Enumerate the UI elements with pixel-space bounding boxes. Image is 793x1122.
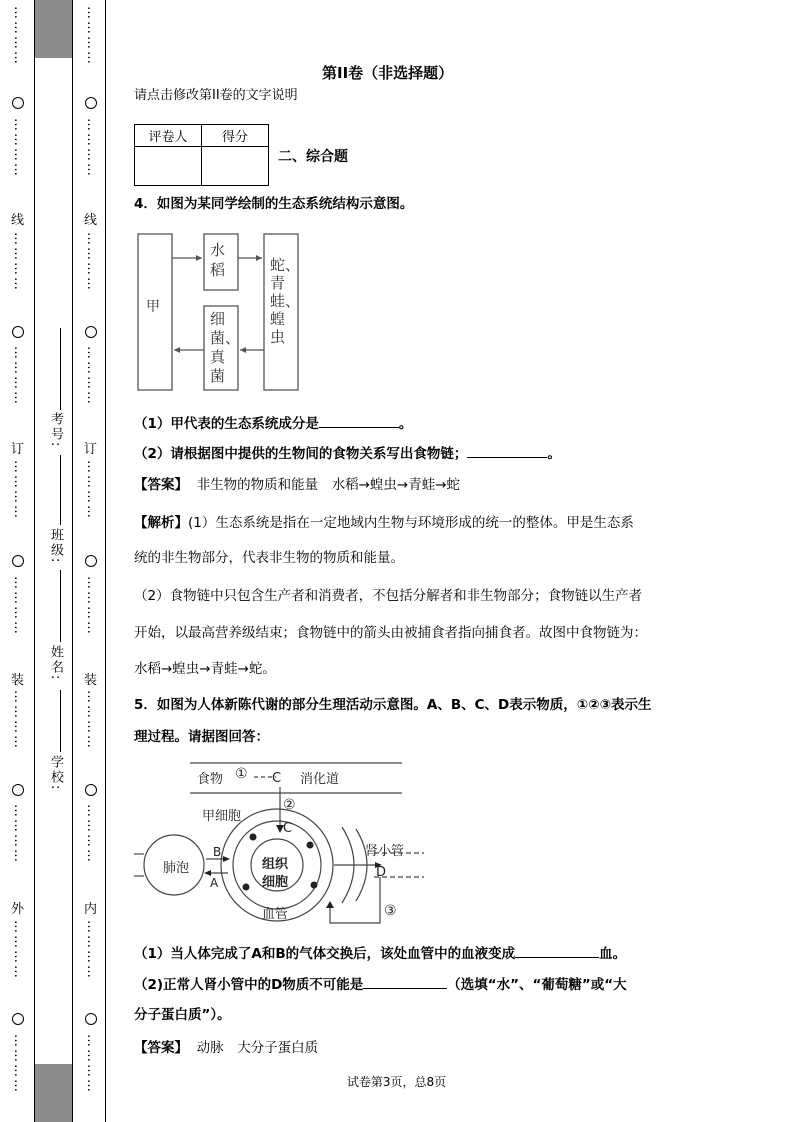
- q5-label-alveolus: 肺泡: [163, 861, 190, 876]
- q5-sub2-blank[interactable]: [363, 974, 447, 989]
- q5-cell-dot-2: [307, 842, 314, 849]
- outer-dots-1: …………: [11, 6, 26, 66]
- inner-circle-3: [85, 555, 97, 567]
- inner-circle-1: [85, 97, 97, 109]
- inner-dots-1: …………: [84, 6, 99, 66]
- binding-gray-top: [34, 0, 72, 58]
- q5-label-b: B: [213, 845, 222, 859]
- q5-label-kidney: 肾小管: [365, 844, 405, 859]
- q5-answer-tag: 【答案】: [134, 1040, 188, 1056]
- q5-sub2-text: （2)正常人肾小管中的D物质不可能是: [134, 977, 364, 993]
- section-heading: 二、综合题: [278, 149, 348, 165]
- q4-label-rice: 水稻: [210, 241, 226, 279]
- q5-sub1-text: （1）当人体完成了A和B的气体交换后，该处血管中的血液变成: [134, 946, 516, 962]
- outer-dots-5: …………: [11, 460, 26, 520]
- q4-arrowhead-3: [240, 347, 246, 353]
- inner-dots-3: …………: [84, 232, 99, 292]
- q5-stem-l1: 5．如图为人体新陈代谢的部分生理活动示意图。A、B、C、D表示物质，①②③表示生: [134, 697, 652, 713]
- outer-dots-2: …………: [11, 118, 26, 178]
- score-table-header-score: 得分: [202, 125, 269, 147]
- outer-dots-4: …………: [11, 346, 26, 406]
- q5-label-tissue-1: 组织: [262, 857, 289, 872]
- inner-label-xian: 线: [84, 213, 98, 228]
- outer-label-xian: 线: [11, 213, 25, 228]
- outer-label-zhuang: 装: [11, 673, 25, 688]
- q4-answer: [134, 473, 460, 493]
- inner-dots-4: …………: [84, 346, 99, 406]
- inner-dots-5: …………: [84, 460, 99, 520]
- inner-dots-9: …………: [84, 920, 99, 980]
- q5-label-vessel: 血管: [262, 907, 289, 922]
- q5-answer: [134, 1036, 318, 1056]
- inner-circle-4: [85, 784, 97, 796]
- binding-border-right: [105, 0, 106, 1122]
- q5-label-jia-cell: 甲细胞: [202, 809, 242, 824]
- q4-arrowhead-2: [256, 255, 262, 261]
- q5-arrow-3-path: [330, 877, 380, 923]
- inner-circle-5: [85, 1013, 97, 1025]
- outer-circle-4: [12, 784, 24, 796]
- q5-sub2: [134, 973, 627, 993]
- q5-label-n3: ③: [384, 903, 397, 919]
- q5-stem-l2: 理过程。请据图回答：: [134, 729, 269, 745]
- outer-dots-7: …………: [11, 690, 26, 750]
- inner-dots-8: …………: [84, 804, 99, 864]
- score-table-score-cell[interactable]: [202, 147, 269, 186]
- q4-answer-tag: 【答案】: [134, 477, 188, 493]
- field-school-label: 学校:: [48, 755, 63, 792]
- field-exam-no-label: 考号:: [48, 412, 63, 449]
- q5-label-a: A: [210, 876, 219, 890]
- q4-analysis-l1: [134, 511, 634, 531]
- outer-label-wai: 外: [11, 902, 25, 917]
- q5-cell-dot-1: [250, 834, 257, 841]
- q4-sub2-end: 。: [547, 446, 561, 462]
- outer-circle-5: [12, 1013, 24, 1025]
- q4-label-decomposers: 细菌、真菌: [210, 310, 241, 385]
- score-table: [134, 124, 269, 186]
- q5-arrowhead-3: [326, 901, 334, 908]
- field-class-line[interactable]: [60, 455, 61, 525]
- q4-analysis-l1-text: (1）生态系统是指在一定地域内生物与环境形成的统一的整体。甲是生态系: [188, 515, 634, 531]
- q4-analysis-l2: 统的非生物部分，代表非生物的物质和能量。: [134, 550, 404, 566]
- q5-sub1: [134, 942, 626, 962]
- q4-sub1-text: （1）甲代表的生态系统成分是: [134, 416, 319, 432]
- field-name-line[interactable]: [60, 570, 61, 642]
- q4-arrowhead-4: [174, 347, 180, 353]
- q5-label-c2: C: [283, 821, 293, 836]
- q5-sub1-end: 血。: [599, 946, 627, 962]
- outer-label-ding: 订: [11, 442, 25, 457]
- q4-stem: 4．如图为某同学绘制的生态系统结构示意图。: [134, 196, 414, 212]
- section-note[interactable]: 请点击修改第II卷的文字说明: [134, 88, 298, 103]
- q5-label-tissue-2: 细胞: [262, 875, 289, 890]
- binding-border-left: [34, 0, 35, 1122]
- inner-label-nei: 内: [84, 902, 98, 917]
- outer-dots-9: …………: [11, 920, 26, 980]
- q5-label-d: D: [376, 865, 387, 880]
- outer-dots-6: …………: [11, 576, 26, 636]
- q4-sub2-blank[interactable]: [467, 443, 547, 458]
- q4-analysis-l4: 开始，以最高营养级结束；食物链中的箭头由被捕食者指向捕食者。故图中食物链为：: [134, 625, 647, 641]
- page-title: 第II卷（非选择题）: [322, 64, 454, 82]
- q5-label-n1: ①: [235, 766, 248, 782]
- q5-label-food: 食物: [197, 772, 224, 787]
- q4-sub1-end: 。: [398, 416, 413, 432]
- page-footer: 试卷第3页，总8页: [346, 1075, 447, 1089]
- inner-circle-2: [85, 326, 97, 338]
- outer-circle-2: [12, 326, 24, 338]
- outer-circle-1: [12, 97, 24, 109]
- inner-dots-7: …………: [84, 690, 99, 750]
- inner-dots-2: …………: [84, 118, 99, 178]
- q5-sub1-blank[interactable]: [515, 943, 599, 958]
- inner-dots-10: …………: [84, 1034, 99, 1094]
- q4-analysis-l3: （2）食物链中只包含生产者和消费者，不包括分解者和非生物部分；食物链以生产者: [134, 588, 643, 604]
- q5-label-c1: C: [272, 771, 282, 786]
- outer-circle-3: [12, 555, 24, 567]
- q5-cell-dot-3: [243, 884, 250, 891]
- outer-dots-8: …………: [11, 804, 26, 864]
- q5-arrowhead-b: [223, 856, 230, 862]
- q5-answer-text: 动脉 大分子蛋白质: [196, 1040, 319, 1056]
- binding-border-mid: [72, 0, 73, 1122]
- score-table-header-grader: 评卷人: [135, 125, 202, 147]
- q5-cell-dot-4: [311, 882, 318, 889]
- q5-sub2-end: （选填“水”、“葡萄糖”或“大: [447, 977, 627, 993]
- field-school-line[interactable]: [60, 690, 61, 752]
- field-exam-no-line[interactable]: [60, 328, 61, 410]
- q4-analysis-l5: 水稻→蝗虫→青蛙→蛇。: [134, 661, 276, 677]
- score-table-grader-cell[interactable]: [135, 147, 202, 186]
- q4-arrowhead-1: [196, 255, 202, 261]
- field-class-label: 班级:: [48, 528, 63, 565]
- inner-dots-6: …………: [84, 576, 99, 636]
- q4-sub2: [134, 442, 561, 462]
- field-name-label: 姓名:: [48, 645, 63, 682]
- q4-sub1-blank[interactable]: [319, 413, 399, 428]
- q4-answer-text: 非生物的物质和能量 水稻→蝗虫→青蛙→蛇: [196, 477, 461, 493]
- outer-dots-10: …………: [11, 1034, 26, 1094]
- q4-label-jia: 甲: [146, 299, 160, 315]
- outer-dots-3: …………: [11, 232, 26, 292]
- q5-label-digestive: 消化道: [300, 772, 340, 787]
- q5-sub2-l2: 分子蛋白质”）。: [134, 1007, 231, 1023]
- q5-label-n2: ②: [283, 797, 296, 813]
- q4-sub1: [134, 412, 412, 432]
- inner-label-zhuang: 装: [84, 673, 98, 688]
- q4-sub2-text: （2）请根据图中提供的生物间的食物关系写出食物链；: [134, 446, 468, 462]
- q4-label-animals: 蛇、青蛙、蝗虫: [270, 256, 301, 346]
- q4-analysis-tag: 【解析】: [134, 515, 188, 531]
- inner-label-ding: 订: [84, 442, 98, 457]
